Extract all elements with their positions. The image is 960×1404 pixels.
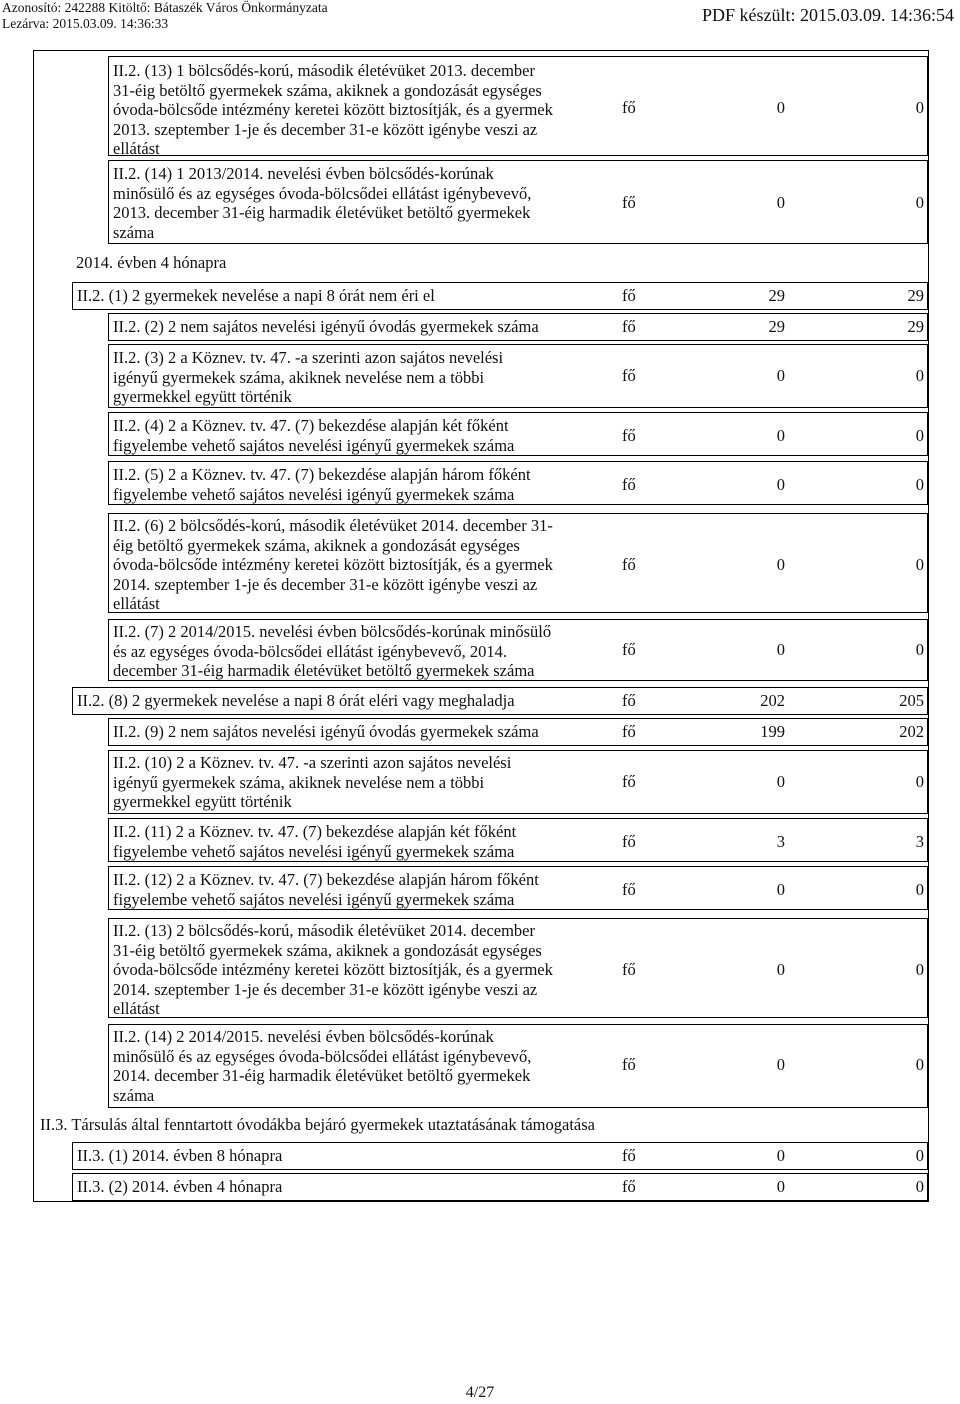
item-text-ii2-13-1: II.2. (13) 1 bölcsődés-korú, második életévüket 2013. december 31-éig betöltő gyermekek száma, akiknek a gondozását egységes óvoda-bölcsőde intézmény keretei között biztosítják, és a gyermek 2013. szeptember 1-je és december 31-e között igénybe veszi az ellátást — [113, 61, 553, 158]
unit-label: fő — [622, 1055, 636, 1074]
header-identifier: Azonosító: 242288 Kitöltő: Bátaszék Város Önkormányzata — [2, 0, 328, 15]
value-cell: 0 — [915, 880, 924, 899]
header-closed-date: Lezárva: 2015.03.09. 14:36:33 — [2, 16, 169, 31]
unit-label: fő — [622, 98, 636, 117]
value-cell: 0 — [776, 1055, 785, 1074]
value-cell: 0 — [776, 475, 785, 494]
value-cell: 3 — [776, 832, 785, 851]
value-cell: 29 — [768, 317, 785, 336]
unit-label: fő — [622, 286, 636, 305]
value-cell: 0 — [915, 98, 924, 117]
item-text-ii2-3-2: II.2. (3) 2 a Köznev. tv. 47. -a szerinti azon sajátos nevelési igényű gyermekek száma, akiknek nevelése nem a többi gyermekkel együtt történik — [113, 348, 504, 406]
value-cell: 0 — [915, 1055, 924, 1074]
item-text-ii2-13-2: II.2. (13) 2 bölcsődés-korú, második életévüket 2014. december 31-éig betöltő gyermekek száma, akiknek a gondozását egységes óvoda-bölcsőde intézmény keretei között biztosítják, és a gyermek 2014. szeptember 1-je és december 31-e között igénybe veszi az ellátást — [113, 921, 553, 1018]
item-text-ii2-10-2: II.2. (10) 2 a Köznev. tv. 47. -a szerinti azon sajátos nevelési igényű gyermekek száma, akiknek nevelése nem a többi gyermekkel együtt történik — [113, 753, 512, 811]
value-cell: 0 — [776, 426, 785, 445]
value-cell: 0 — [776, 772, 785, 791]
value-cell: 0 — [915, 772, 924, 791]
item-text-ii3-1: II.3. (1) 2014. évben 8 hónapra — [77, 1146, 283, 1165]
unit-label: fő — [622, 832, 636, 851]
header-left — [2, 0, 328, 32]
value-cell: 0 — [915, 366, 924, 385]
page-number: 4/27 — [465, 1384, 495, 1401]
value-cell: 0 — [776, 193, 785, 212]
item-text-ii2-8-2: II.2. (8) 2 gyermekek nevelése a napi 8 órát eléri vagy meghaladja — [77, 691, 515, 710]
value-cell: 0 — [776, 880, 785, 899]
item-text-ii2-7-2: II.2. (7) 2 2014/2015. nevelési évben bölcsődés-korúnak minősülő és az egységes óvoda-bölcsődei ellátást igénybevevő, 2014. december 31-éig harmadik életévüket betöltő gyermekek száma — [113, 622, 552, 680]
item-text-ii3-2: II.3. (2) 2014. évben 4 hónapra — [77, 1177, 283, 1196]
item-text-ii2-11-2: II.2. (11) 2 a Köznev. tv. 47. (7) bekezdése alapján két főként figyelembe vehető sajátos nevelési igényű gyermekek száma — [113, 822, 517, 861]
value-cell: 29 — [907, 286, 924, 305]
value-cell: 202 — [760, 691, 785, 710]
value-cell: 0 — [915, 1177, 924, 1196]
value-cell: 0 — [915, 426, 924, 445]
value-cell: 29 — [768, 286, 785, 305]
value-cell: 205 — [899, 691, 924, 710]
value-cell: 199 — [760, 722, 785, 741]
item-text-ii2-9-2: II.2. (9) 2 nem sajátos nevelési igényű óvodás gyermekek száma — [113, 722, 539, 741]
unit-label: fő — [622, 691, 636, 710]
item-text-ii2-4-2: II.2. (4) 2 a Köznev. tv. 47. (7) bekezdése alapján két főként figyelembe vehető sajátos nevelési igényű gyermekek száma — [113, 416, 515, 455]
item-text-ii2-5-2: II.2. (5) 2 a Köznev. tv. 47. (7) bekezdése alapján három főként figyelembe vehető sajátos nevelési igényű gyermekek száma — [113, 465, 531, 504]
unit-label: fő — [622, 317, 636, 336]
value-cell: 202 — [899, 722, 924, 741]
value-cell: 3 — [915, 832, 924, 851]
value-cell: 0 — [915, 640, 924, 659]
value-cell: 0 — [915, 960, 924, 979]
item-text-ii2-2-2: II.2. (2) 2 nem sajátos nevelési igényű óvodás gyermekek száma — [113, 317, 539, 336]
unit-label: fő — [622, 555, 636, 574]
item-text-ii2-14-2: II.2. (14) 2 2014/2015. nevelési évben bölcsődés-korúnak minősülő és az egységes óvoda-bölcsődei ellátást igénybevevő, 2014. december 31-éig harmadik életévüket betöltő gyermekek száma — [113, 1027, 532, 1105]
unit-label: fő — [622, 426, 636, 445]
unit-label: fő — [622, 1146, 636, 1165]
unit-label: fő — [622, 640, 636, 659]
section-heading-ii3: II.3. Társulás által fenntartott óvodákba bejáró gyermekek utaztatásának támogatása — [40, 1115, 595, 1134]
item-text-ii2-6-2: II.2. (6) 2 bölcsődés-korú, második életévüket 2014. december 31- éig betöltő gyermekek száma, akiknek a gondozását egységes óvoda-bölcsőde intézmény keretei között biztosítják, és a gyermek 2014. szeptember 1-je és december 31-e között igénybe veszi az ellátást — [113, 516, 553, 613]
unit-label: fő — [622, 475, 636, 494]
unit-label: fő — [622, 366, 636, 385]
value-cell: 29 — [907, 317, 924, 336]
value-cell: 0 — [776, 555, 785, 574]
unit-label: fő — [622, 772, 636, 791]
section-heading-2014-4-months: 2014. évben 4 hónapra — [76, 253, 227, 272]
pdf-generated-label: PDF készült: 2015.03.09. 14:36:54 — [701, 5, 954, 25]
value-cell: 0 — [915, 475, 924, 494]
value-cell: 0 — [915, 193, 924, 212]
item-text-ii2-12-2: II.2. (12) 2 a Köznev. tv. 47. (7) bekezdése alapján három főként figyelembe vehető sajátos nevelési igényű gyermekek száma — [113, 870, 539, 909]
value-cell: 0 — [915, 1146, 924, 1165]
value-cell: 0 — [776, 98, 785, 117]
unit-label: fő — [622, 960, 636, 979]
value-cell: 0 — [776, 1146, 785, 1165]
unit-label: fő — [622, 880, 636, 899]
unit-label: fő — [622, 193, 636, 212]
value-cell: 0 — [776, 960, 785, 979]
item-text-ii2-14-1: II.2. (14) 1 2013/2014. nevelési évben bölcsődés-korúnak minősülő és az egységes óvoda-bölcsődei ellátást igénybevevő, 2013. december 31-éig harmadik életévüket betöltő gyermekek száma — [113, 164, 532, 242]
value-cell: 0 — [776, 1177, 785, 1196]
value-cell: 0 — [915, 555, 924, 574]
item-text-ii2-1-2: II.2. (1) 2 gyermekek nevelése a napi 8 órát nem éri el — [77, 286, 435, 305]
unit-label: fő — [622, 1177, 636, 1196]
value-cell: 0 — [776, 640, 785, 659]
unit-label: fő — [622, 722, 636, 741]
value-cell: 0 — [776, 366, 785, 385]
